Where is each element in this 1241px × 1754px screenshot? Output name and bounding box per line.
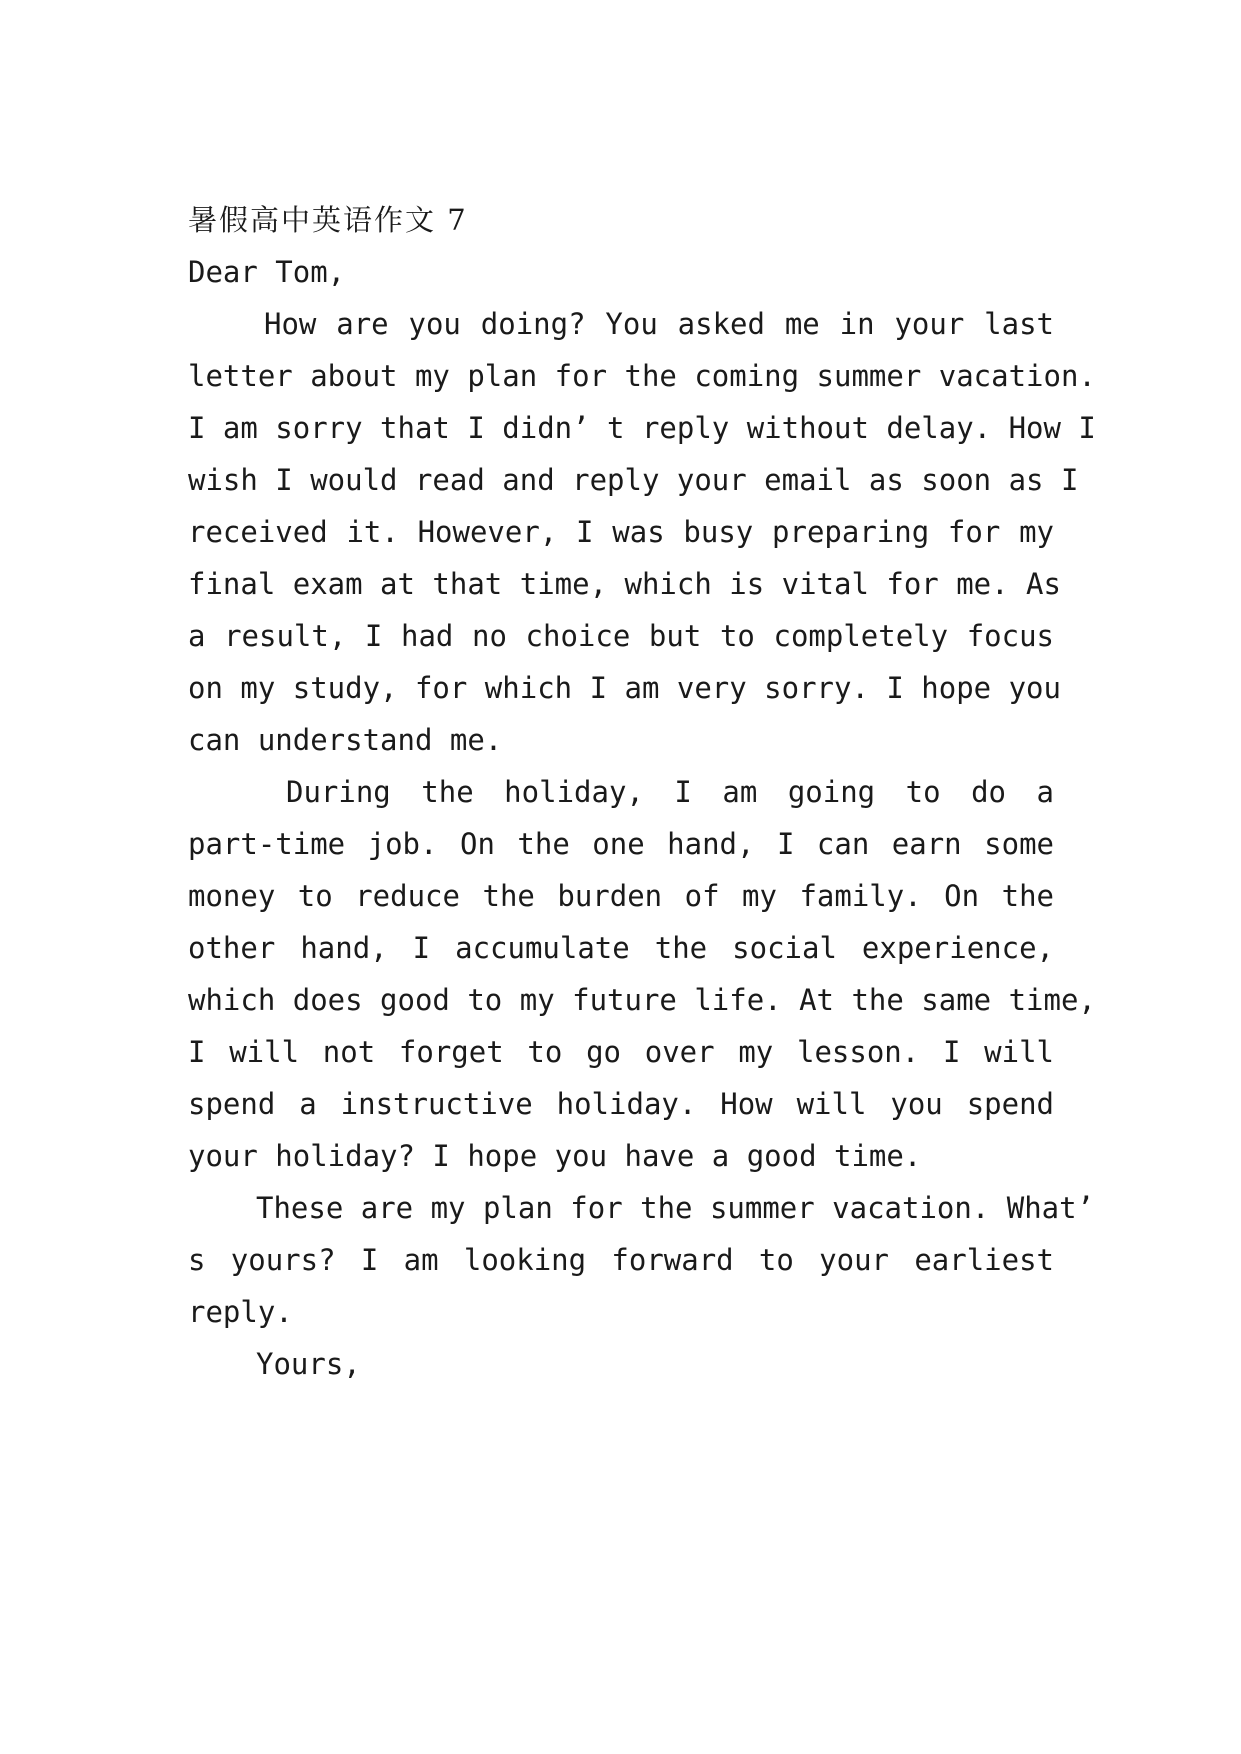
salutation: Dear Tom, xyxy=(188,255,346,289)
body-line: s yours? I am looking forward to your earliest xyxy=(188,1243,1054,1277)
closing: Yours, xyxy=(256,1347,361,1381)
body-line: which does good to my future life. At the same time, xyxy=(188,983,1096,1017)
body-line: reply. xyxy=(188,1295,293,1329)
body-line: During the holiday, I am going to do a xyxy=(286,775,1054,809)
body-line: I am sorry that I didn’ t reply without delay. How I xyxy=(188,411,1096,445)
body-line: These are my plan for the summer vacation. What’ xyxy=(256,1191,1095,1225)
body-line: letter about my plan for the coming summer vacation. xyxy=(188,359,1096,393)
document-title: 暑假高中英语作文 7 xyxy=(188,203,468,237)
body-line: a result, I had no choice but to completely focus xyxy=(188,619,1054,653)
body-line: I will not forget to go over my lesson. I will xyxy=(188,1035,1054,1069)
body-line: wish I would read and reply your email as soon as I xyxy=(188,463,1079,497)
body-line: can understand me. xyxy=(188,723,503,757)
body-line: final exam at that time, which is vital for me. As xyxy=(188,567,1061,601)
body-line: How are you doing? You asked me in your last xyxy=(264,307,1054,341)
body-line: your holiday? I hope you have a good time. xyxy=(188,1139,922,1173)
body-line: spend a instructive holiday. How will you spend xyxy=(188,1087,1054,1121)
body-line: on my study, for which I am very sorry. I hope you xyxy=(188,671,1061,705)
body-line: money to reduce the burden of my family. On the xyxy=(188,879,1054,913)
body-line: other hand, I accumulate the social experience, xyxy=(188,931,1054,965)
body-line: part-time job. On the one hand, I can earn some xyxy=(188,827,1054,861)
body-line: received it. However, I was busy preparing for my xyxy=(188,515,1054,549)
